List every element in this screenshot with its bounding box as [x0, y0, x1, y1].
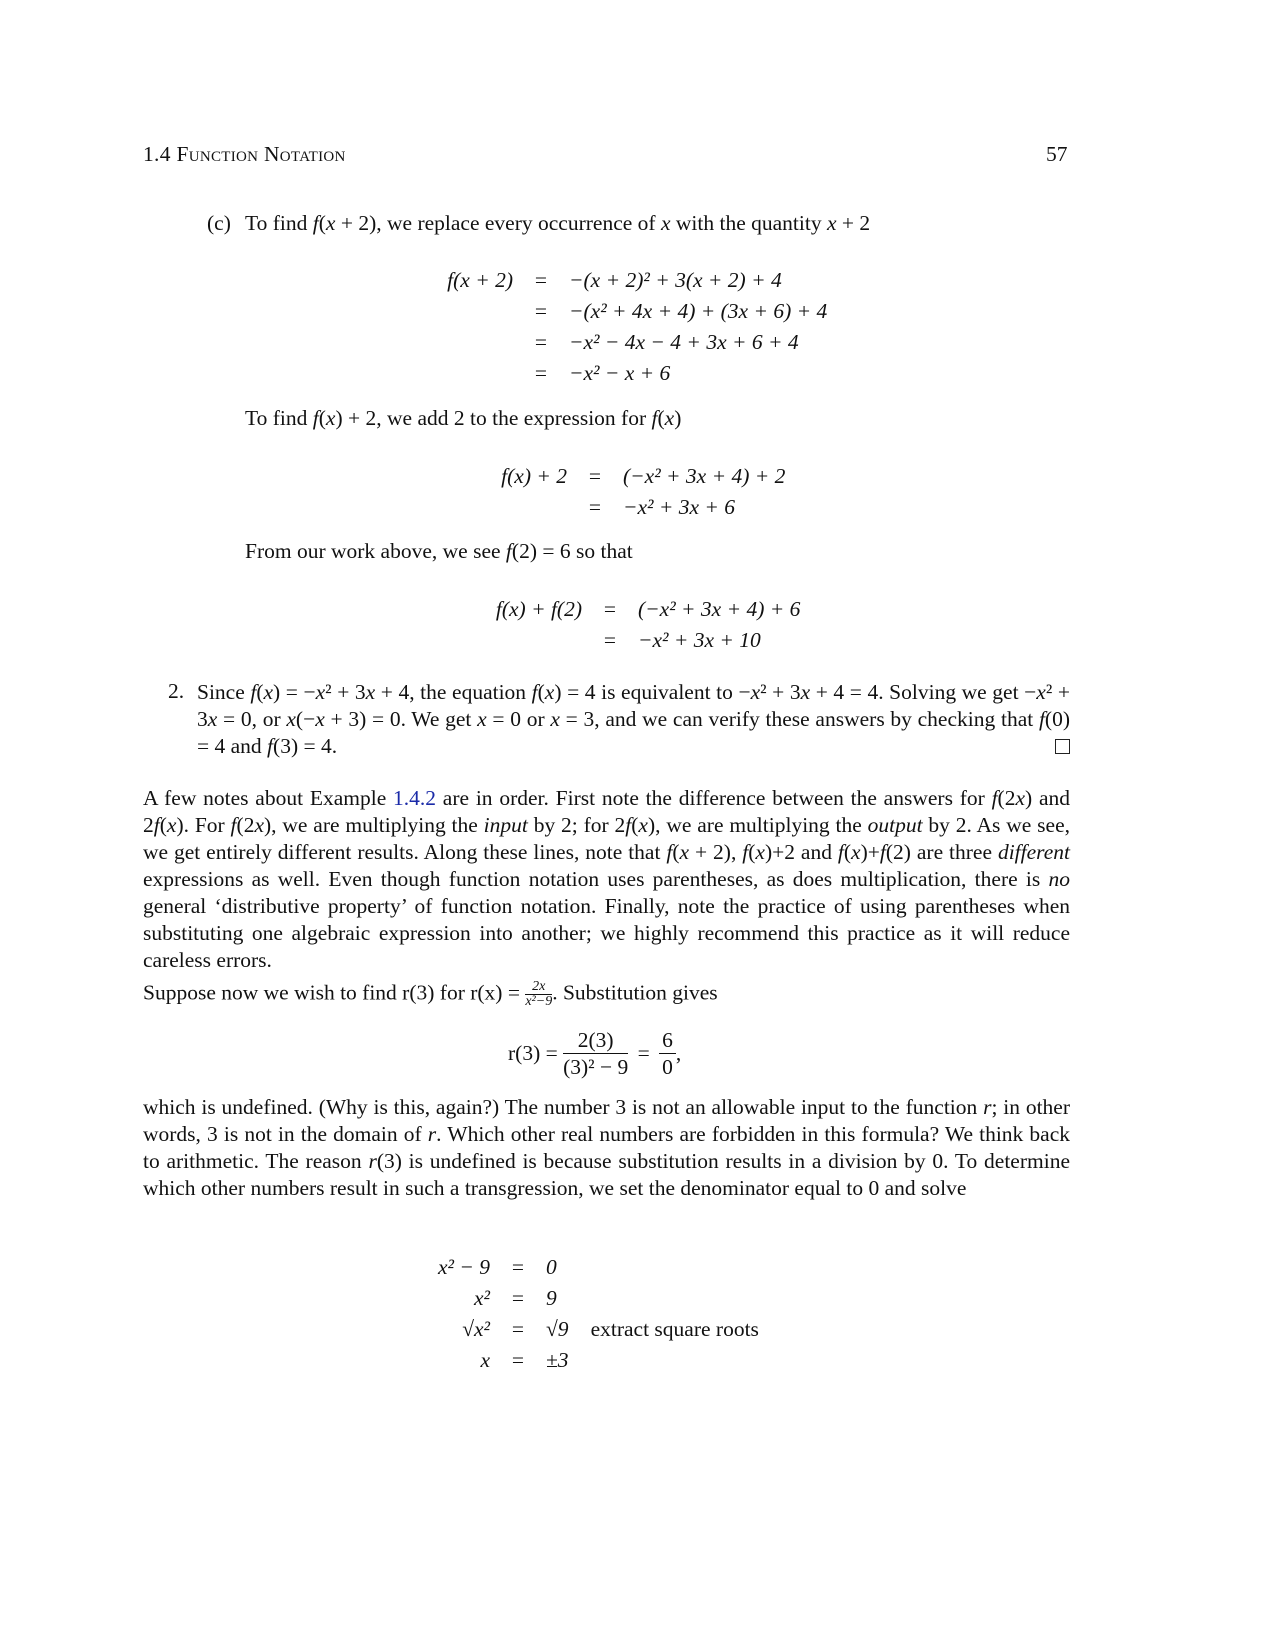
r3-display-equation [508, 1027, 681, 1080]
item-2-text [197, 679, 1070, 760]
text-run: ( [318, 406, 326, 430]
text-run: f [742, 840, 749, 864]
equation-relation: = [603, 597, 617, 621]
text-run: f [991, 786, 998, 810]
equation-row [380, 265, 827, 296]
text-run: x [263, 680, 274, 704]
equation-rhs: −x² + 3x + 6 [623, 495, 736, 519]
text-run: To find [245, 211, 313, 235]
text-run: f [625, 813, 632, 837]
text-run: different [997, 840, 1070, 864]
equation-f-x-plus-2 [380, 265, 827, 389]
equation-lhs: x [480, 1348, 490, 1372]
text-run: = 3, and we can verify these answers by checking that [559, 707, 1039, 731]
text-run: + 2), [689, 840, 743, 864]
text-run: x [826, 211, 837, 235]
text-run: f [505, 539, 512, 563]
inline-fraction-r [525, 980, 552, 1009]
denominator: (3)² − 9 [563, 1055, 629, 1079]
equation-rhs: ±3 [546, 1348, 569, 1372]
text-run: no [1048, 867, 1070, 891]
text-run: x [1015, 786, 1026, 810]
text-run: ) = − [273, 680, 316, 704]
equation-row [410, 1345, 759, 1376]
text-run: f [1038, 707, 1045, 731]
text-run: ( [748, 840, 756, 864]
text-run: = 0, or [217, 707, 287, 731]
equals-sign: = [637, 1041, 650, 1065]
equation-relation: = [603, 628, 617, 652]
equation-row [380, 296, 827, 327]
text-run: (2 [997, 786, 1016, 810]
text-run: ) + 2, we add 2 to the expression for [335, 406, 652, 430]
text-run: x [477, 707, 487, 731]
equation-row [410, 1314, 759, 1345]
equation-relation: = [511, 1286, 525, 1310]
text-run: x [315, 707, 325, 731]
equation-row [434, 492, 785, 523]
text-run: f [312, 211, 319, 235]
text-run: x [851, 840, 861, 864]
equation-relation: = [534, 299, 548, 323]
equation-note: extract square roots [590, 1317, 759, 1341]
equation-lhs: f(x + 2) [447, 268, 513, 292]
text-run: x [755, 840, 765, 864]
text-run: ( [672, 840, 680, 864]
text-run: which is undefined. (Why is this, again?) The number 3 is not an allowable input to the function [143, 1095, 984, 1119]
text-run: (0) = 4 and [197, 707, 1070, 758]
text-run: by 2. As we see, we get entirely different results. Along these lines, note that [143, 813, 1070, 864]
item-2-body [197, 680, 1070, 758]
text-run: x [286, 707, 296, 731]
equation-relation: = [534, 330, 548, 354]
equation-relation: = [511, 1317, 525, 1341]
text-run: r [427, 1122, 437, 1146]
text-run: f [267, 734, 274, 758]
numerator: 6 [659, 1027, 676, 1054]
text-run: x [750, 680, 761, 704]
text-run: x [638, 813, 648, 837]
equation-relation: = [534, 268, 548, 292]
equation-lhs [380, 327, 513, 358]
text-run: f [651, 406, 658, 430]
part-c-mid-text-1 [245, 406, 681, 431]
equation-row [449, 594, 800, 625]
equation-f-x-plus-2-outer [434, 461, 785, 523]
equation-rhs: (−x² + 3x + 4) + 6 [638, 597, 801, 621]
part-c-intro [245, 211, 870, 236]
text-run: ), we are multiplying the [264, 813, 484, 837]
undefined-paragraph [143, 1094, 1070, 1202]
equation-relation: = [588, 495, 602, 519]
part-c-mid-text-2 [245, 539, 633, 564]
equation-rhs: 0 [546, 1255, 557, 1279]
equation-relation: = [511, 1348, 525, 1372]
text-run: ). For [176, 813, 231, 837]
text-run: with the quantity [670, 211, 827, 235]
text-run: output [867, 813, 923, 837]
text-run: ( [318, 211, 326, 235]
qed-square-icon [1055, 739, 1070, 754]
text-run: )+ [860, 840, 880, 864]
text-run: ( [657, 406, 665, 430]
equation-lhs [380, 296, 513, 327]
equation-row [434, 461, 785, 492]
equation-lhs: √x² [462, 1317, 490, 1341]
equation-rhs: (−x² + 3x + 4) + 2 [623, 464, 786, 488]
text-run: x [325, 406, 336, 430]
denominator: 0 [662, 1055, 673, 1079]
text-run: = 0 or [486, 707, 551, 731]
text-run: f [153, 813, 160, 837]
equation-rhs: −x² − 4x − 4 + 3x + 6 + 4 [569, 330, 799, 354]
equation-note [569, 1283, 759, 1314]
text-run: ( [256, 680, 264, 704]
text-run: From our work above, we see [245, 539, 506, 563]
text-run: (− [295, 707, 316, 731]
text-run: f [879, 840, 886, 864]
text-run: ), we are multiplying the [647, 813, 868, 837]
part-c-label: (c) [207, 211, 231, 235]
text-run: x [207, 707, 218, 731]
equation-rhs: −x² + 3x + 10 [638, 628, 761, 652]
text-run: To find [245, 406, 313, 430]
equation-row [410, 1283, 759, 1314]
suppose-text: Suppose now we wish to find r(3) for r(x) = [143, 980, 520, 1005]
text-run: ) [674, 406, 682, 430]
fraction-2-3 [563, 1027, 628, 1080]
r3-lhs: r(3) = [508, 1041, 558, 1065]
equation-rhs: −(x² + 4x + 4) + (3x + 6) + 4 [569, 299, 828, 323]
notes-paragraph [143, 785, 1070, 974]
page-number: 57 [1046, 142, 1068, 166]
text-run: input [483, 813, 528, 837]
text-run: r [368, 1149, 377, 1173]
text-run: f [531, 680, 538, 704]
equation-rhs: 9 [546, 1286, 557, 1310]
text-run: + 3) = 0. We get [324, 707, 478, 731]
equation-lhs: x² − 9 [438, 1255, 490, 1279]
equation-lhs: f(x) + 2 [501, 464, 567, 488]
text-run: ; in other words, 3 is not in the domain of [143, 1095, 1070, 1146]
text-run: x [254, 813, 264, 837]
text-run: A few notes about Example [143, 786, 394, 810]
equation-lhs [380, 358, 513, 389]
text-run: )+2 and [764, 840, 838, 864]
fraction-numerator: 2x [525, 980, 552, 995]
text-run: general ‘distributive property’ of function notation. Finally, note the practice of using parentheses when substituting one algebraic expression into another; we highly recommend this practice as it will reduce careless errors. [143, 894, 1070, 972]
equation-relation: = [588, 464, 602, 488]
equation-note [569, 1252, 759, 1283]
text-run: x [544, 680, 555, 704]
text-run: ( [159, 813, 167, 837]
equation-solve-denominator [410, 1252, 759, 1376]
text-run: (2) = 6 so that [511, 539, 633, 563]
equation-relation: = [534, 361, 548, 385]
running-header-section: 1.4 Function Notation [143, 142, 346, 166]
equation-relation: = [511, 1255, 525, 1279]
text-run: x [365, 680, 376, 704]
equation-lhs: f(x) + f(2) [495, 597, 582, 621]
item-2-label: 2. [168, 679, 185, 703]
equation-note [569, 1345, 759, 1376]
text-run: are in order. First note the difference between the answers for [436, 786, 992, 810]
text-run: f [666, 840, 673, 864]
text-run: ² + 3 [197, 680, 1070, 731]
text-run: ) = 4 is equivalent to − [554, 680, 751, 704]
text-run: + 2), we replace every occurrence of [335, 211, 661, 235]
text-run: + 2 [836, 211, 871, 235]
equation-lhs: x² [474, 1286, 490, 1310]
example-link[interactable]: 1.4.2 [393, 786, 437, 810]
text-run: expressions as well. Even though function notation uses parentheses, as does multiplication, there is [143, 867, 1049, 891]
text-run: by 2; for 2 [527, 813, 626, 837]
text-run: + 4 = 4. Solving we get − [810, 680, 1037, 704]
text-run: . Which other real numbers are forbidden in this formula? We think back to arithmetic. The reason [143, 1122, 1070, 1173]
equation-lhs [434, 492, 567, 523]
text-run: x [325, 211, 336, 235]
equation-row [380, 327, 827, 358]
equation-rhs: √9 [546, 1317, 569, 1341]
text-run: f [230, 813, 237, 837]
text-run: f [837, 840, 844, 864]
text-run: x [550, 707, 560, 731]
equation-lhs [449, 625, 582, 656]
text-run: + 4, the equation [375, 680, 532, 704]
text-run: ² + 3 [760, 680, 801, 704]
equation-row [380, 358, 827, 389]
equation-rhs: −x² − x + 6 [569, 361, 671, 385]
text-run: f [250, 680, 257, 704]
text-run: ( [631, 813, 639, 837]
suppose-text-end: . Substitution gives [552, 980, 718, 1005]
text-run: (3) = 4. [273, 734, 338, 758]
text-run: r [983, 1095, 992, 1119]
fraction-6-0 [659, 1027, 676, 1080]
equation-row [410, 1252, 759, 1283]
text-run: ( [843, 840, 852, 864]
text-run: Since [197, 680, 251, 704]
text-run: x [664, 406, 675, 430]
fraction-denominator: x²−9 [525, 994, 553, 1009]
text-run: (2 [236, 813, 255, 837]
comma: , [675, 1041, 682, 1065]
text-run: (2) are three [885, 840, 998, 864]
text-run: x [166, 813, 177, 837]
text-run: x [679, 840, 690, 864]
text-run: ² + 3 [325, 680, 366, 704]
suppose-sentence [143, 980, 718, 1009]
text-run: ) and 2 [143, 786, 1070, 837]
numerator: 2(3) [563, 1027, 628, 1054]
text-run: x [1036, 680, 1046, 704]
equation-rhs: −(x + 2)² + 3(x + 2) + 4 [569, 268, 782, 292]
text-run: x [660, 211, 671, 235]
text-run: x [315, 680, 326, 704]
equation-row [449, 625, 800, 656]
equation-f-x-plus-f-2 [449, 594, 800, 656]
text-run: x [800, 680, 811, 704]
text-run: (3) is undefined is because substitution results in a division by 0. To determine which other numbers result in such a transgression, we set the denominator equal to 0 and solve [143, 1149, 1071, 1200]
text-run: ( [537, 680, 545, 704]
text-run: f [312, 406, 319, 430]
